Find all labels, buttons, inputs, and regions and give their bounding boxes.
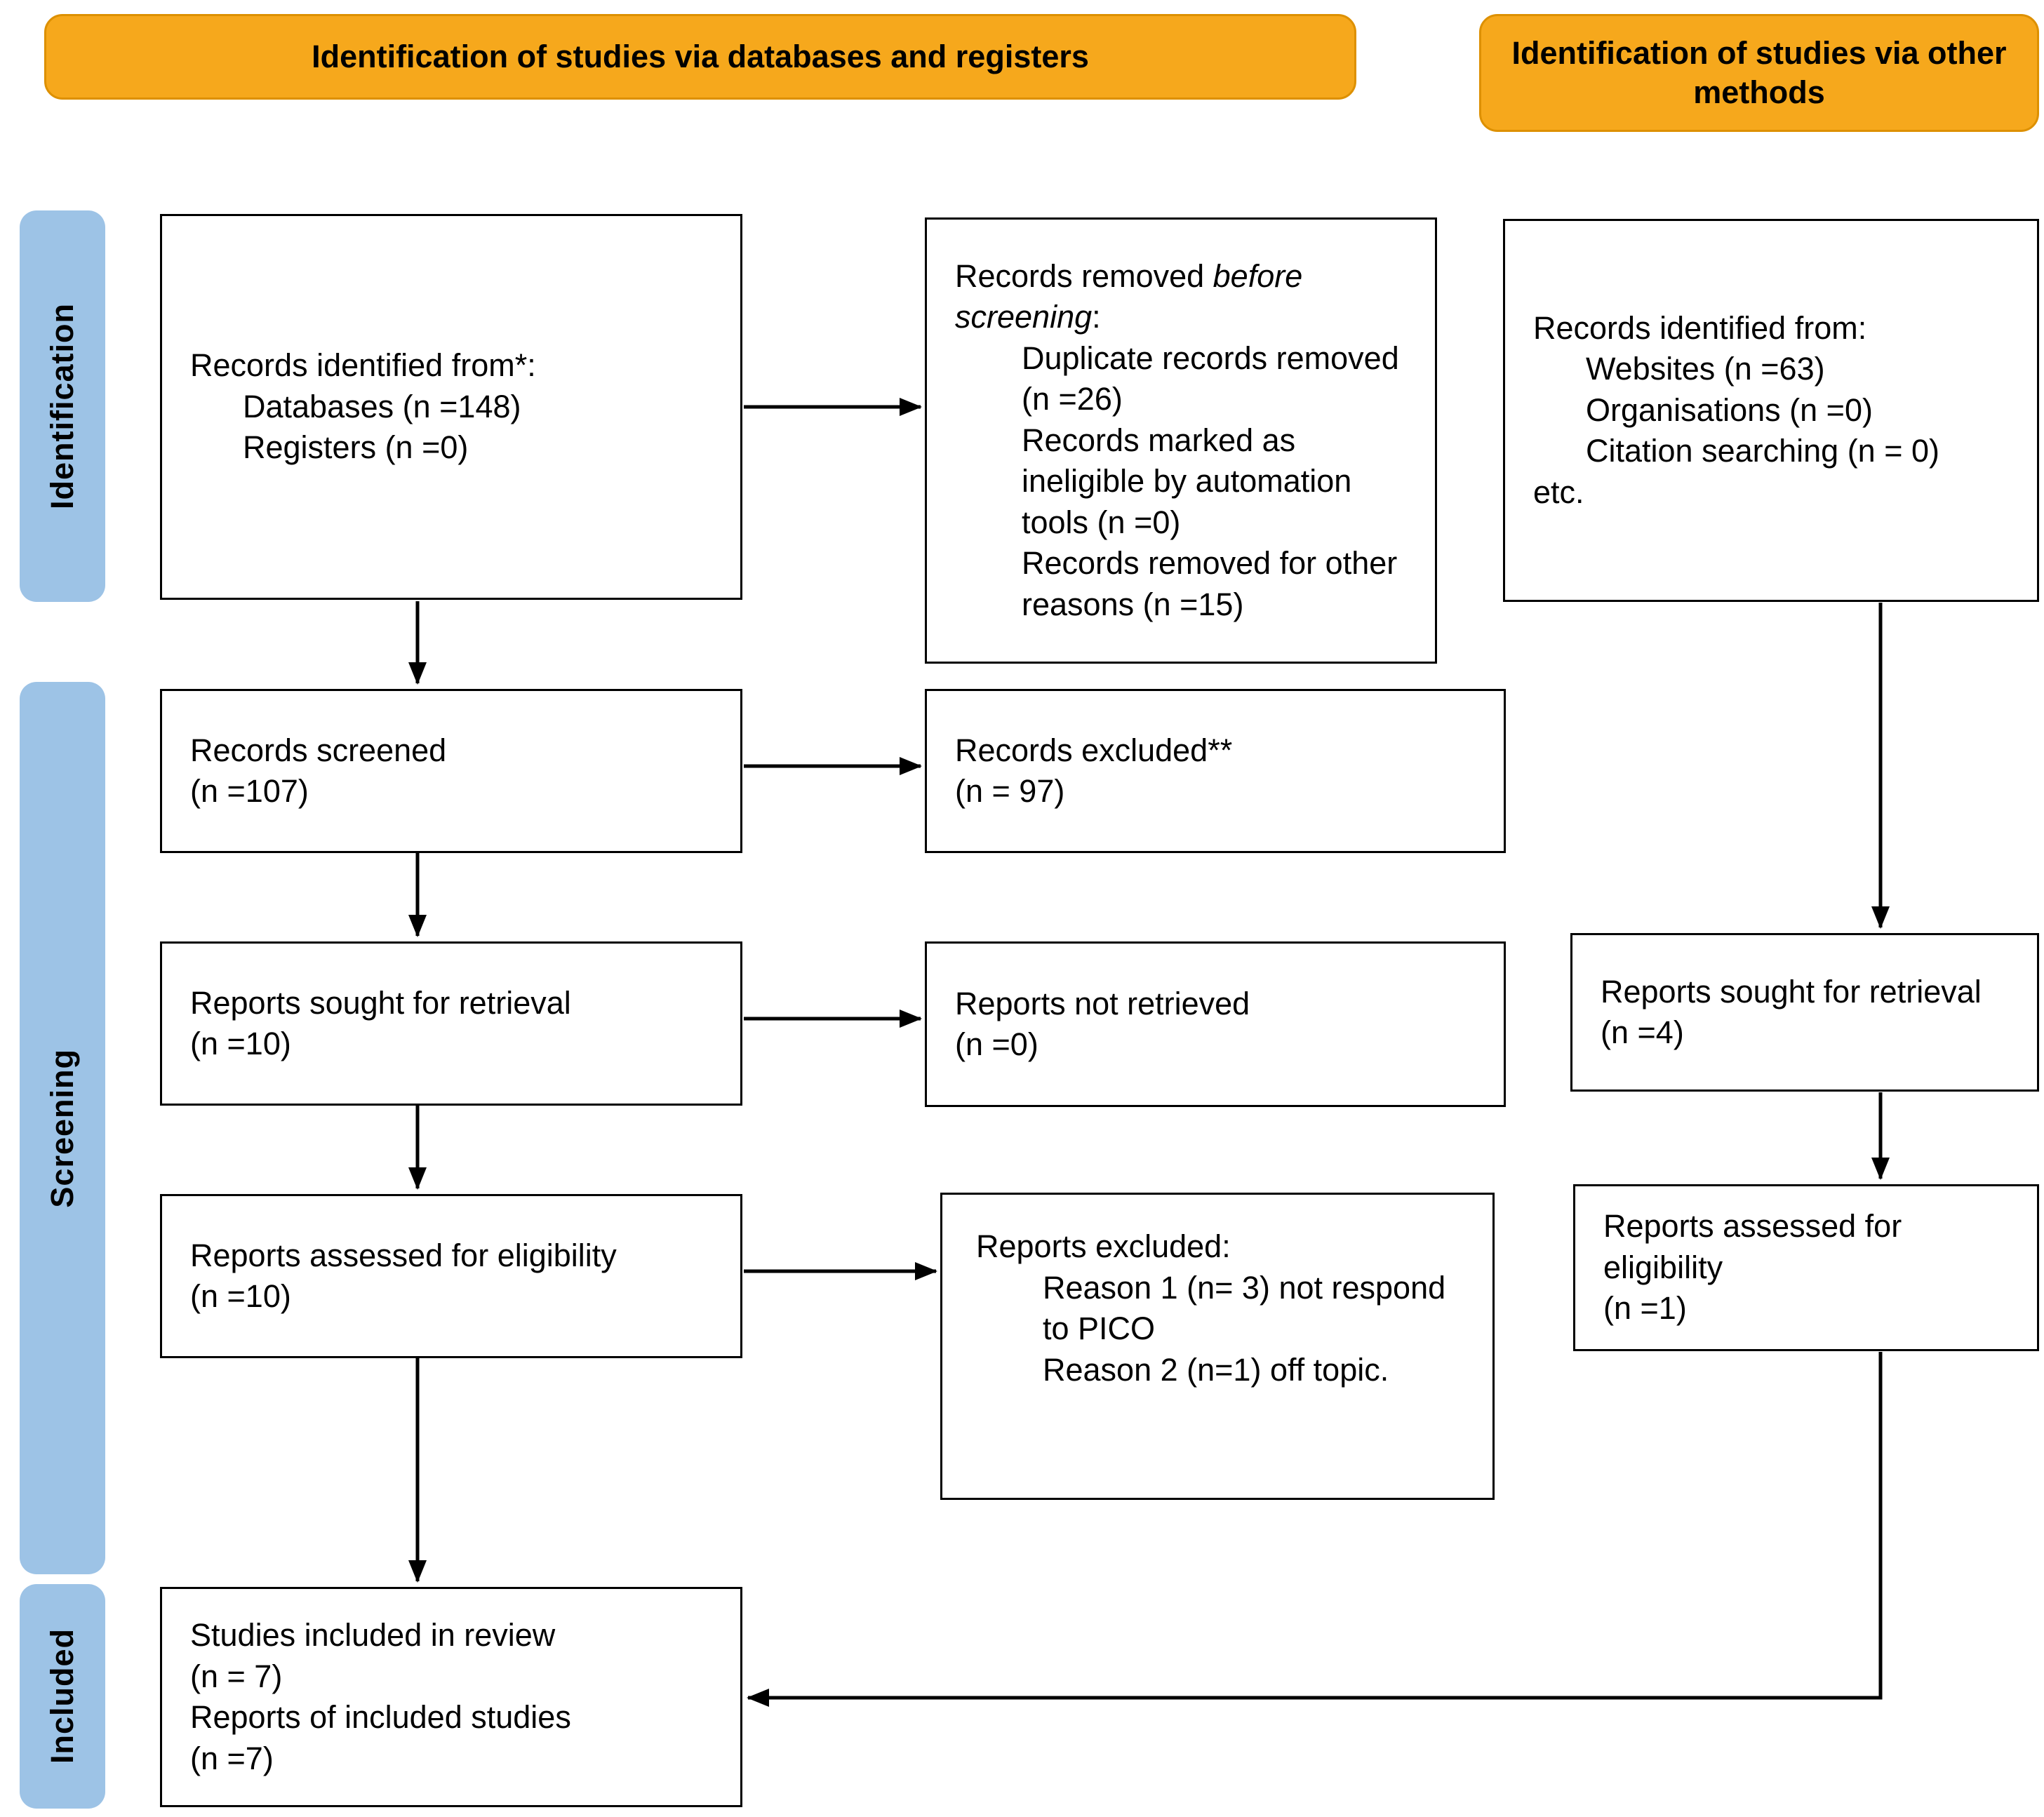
box-records-excluded [925, 689, 1506, 853]
records-excluded-title: Records excluded** [955, 732, 1233, 768]
reports-included-title: Reports of included studies [190, 1699, 571, 1735]
header-databases-registers [44, 14, 1356, 100]
records-identified-other-title: Records identified from: [1533, 309, 1867, 346]
records-removed-intro-italic: before screening [955, 257, 1303, 335]
records-removed-intro-suffix: : [1092, 299, 1101, 335]
header-other-methods-label: Identification of studies via other methods [1511, 34, 2007, 110]
box-reports-assessed-other [1573, 1184, 2039, 1351]
reports-sought-other-count: (n =4) [1601, 1014, 1684, 1050]
box-studies-included [160, 1587, 742, 1807]
reports-excluded-reason-2: Reason 2 (n=1) off topic. [1043, 1351, 1389, 1388]
stage-identification [20, 210, 105, 602]
box-reports-assessed [160, 1194, 742, 1358]
stage-screening [20, 682, 105, 1574]
reports-excluded-title: Reports excluded: [976, 1228, 1231, 1264]
records-removed-other: Records removed for other reasons (n =15) [1022, 545, 1398, 622]
header-databases-registers-label: Identification of studies via databases and registers [312, 38, 1089, 74]
reports-not-retrieved-count: (n =0) [955, 1026, 1038, 1062]
box-reports-sought-other [1570, 933, 2039, 1092]
reports-assessed-count: (n =10) [190, 1278, 291, 1314]
reports-sought-count: (n =10) [190, 1026, 291, 1061]
reports-assessed-other-title: Reports assessed for eligibility [1603, 1208, 1902, 1285]
records-identified-etc: etc. [1533, 474, 1584, 510]
reports-excluded-reason-1: Reason 1 (n= 3) not respond to PICO [1043, 1269, 1446, 1346]
header-other-methods [1479, 14, 2039, 132]
records-removed-duplicates: Duplicate records removed (n =26) [1022, 340, 1399, 417]
reports-sought-title: Reports sought for retrieval [190, 984, 571, 1021]
box-records-removed [925, 217, 1437, 664]
records-screened-title: Records screened [190, 732, 447, 768]
box-reports-excluded [940, 1193, 1495, 1500]
reports-assessed-other-count: (n =1) [1603, 1290, 1687, 1327]
records-identified-registers: Registers (n =0) [243, 429, 469, 466]
reports-sought-other-title: Reports sought for retrieval [1601, 973, 1982, 1010]
reports-not-retrieved-title: Reports not retrieved [955, 985, 1250, 1021]
box-records-identified-databases [160, 214, 742, 600]
records-identified-title: Records identified from*: [190, 347, 536, 384]
stage-included-label: Included [44, 1628, 80, 1764]
records-removed-intro-prefix: Records removed [955, 257, 1213, 294]
stage-included [20, 1584, 105, 1809]
studies-included-title: Studies included in review [190, 1617, 556, 1653]
records-identified-citation: Citation searching (n = 0) [1586, 433, 1940, 469]
box-records-screened [160, 689, 742, 853]
reports-assessed-title: Reports assessed for eligibility [190, 1237, 617, 1273]
records-removed-automation: Records marked as ineligible by automation tools (n =0) [1022, 422, 1352, 540]
records-identified-organisations: Organisations (n =0) [1586, 391, 1873, 428]
box-records-identified-other [1503, 219, 2039, 602]
box-reports-sought [160, 941, 742, 1106]
records-excluded-count: (n = 97) [955, 773, 1065, 809]
records-identified-databases: Databases (n =148) [243, 388, 521, 424]
records-identified-websites: Websites (n =63) [1586, 351, 1825, 387]
stage-screening-label: Screening [44, 1048, 80, 1208]
box-reports-not-retrieved [925, 941, 1506, 1107]
records-removed-intro [955, 256, 1407, 338]
records-screened-count: (n =107) [190, 773, 309, 809]
studies-included-count: (n = 7) [190, 1658, 283, 1694]
reports-included-count: (n =7) [190, 1740, 274, 1776]
stage-identification-label: Identification [44, 303, 80, 509]
